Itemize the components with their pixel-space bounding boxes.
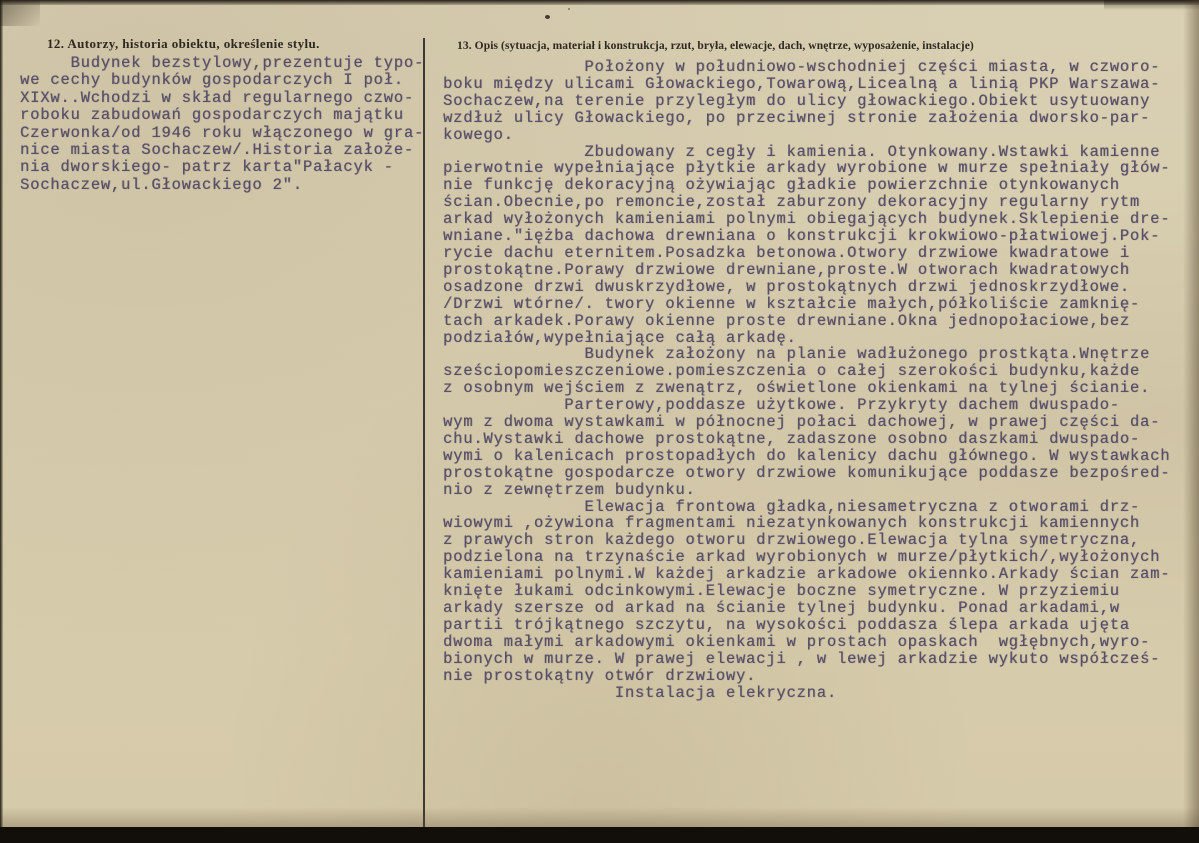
- scan-edge-right: [1183, 0, 1199, 843]
- text-line: z prawych stron każdego otworu drzwiowego.Elewacja tylna symetryczna,: [443, 531, 1141, 550]
- text-line: Położony w południowo-wschodniej części miasta, w czworo-: [443, 58, 1161, 76]
- scan-edge-bottom: [0, 827, 1199, 843]
- section-12-header: 12. Autorzy, historia obiektu, określenie stylu.: [47, 36, 320, 51]
- text-line: XIXw..Wchodzi w skład regularnego czwo-: [20, 88, 414, 107]
- text-line: sześciopomieszczeniowe.pomieszczenia o całej szerokości budynku,każde: [443, 362, 1141, 381]
- text-line: nio z zewnętrzem budynku.: [443, 480, 696, 499]
- text-line: osadzone drzwi dwuskrzydłowe, w prostokątnych drzwi jednoskrzydłowe.: [443, 277, 1130, 296]
- section-12-typewritten-text: [20, 55, 426, 194]
- text-line: kowego.: [443, 125, 514, 144]
- text-line: nice miasta Sochaczew/.Historia założe-: [20, 141, 414, 160]
- ink-speck: [568, 8, 570, 10]
- text-line: Parterowy,poddasze użytkowe. Przykryty dachem dwuspado-: [443, 396, 1120, 415]
- text-line: wzdłuż ulicy Głowackiego, po przeciwnej stronie założenia dworsko-par-: [443, 108, 1151, 127]
- scan-edge-top: [0, 0, 1199, 5]
- text-line: Zbudowany z cegły i kamienia. Otynkowany.Wstawki kamienne: [443, 142, 1161, 161]
- text-line: wymi o kalenicach prostopadłych do kalenicy dachu głównego. W wystawkach: [443, 446, 1171, 465]
- text-line: Budynek bezstylowy,prezentuje typo-: [20, 54, 425, 72]
- text-line: knięte łukami odcinkowymi.Elewacje boczne symetryczne. W przyziemiu: [443, 582, 1120, 601]
- text-line: dwoma małymi arkadowymi okienkami w prostach opaskach wgłębnych,wyro-: [443, 632, 1151, 651]
- text-line: arkad wyłożonych kamieniami polnymi obiegających budynek.Sklepienie dre-: [443, 210, 1171, 229]
- text-line: podzielona na trzynaście arkad wyrobionych w murze/płytkich/,wyłożonych: [443, 548, 1161, 567]
- text-line: Sochaczew,na terenie przyległym do ulicy głowackiego.Obiekt usytuowany: [443, 91, 1151, 110]
- text-line: nie prostokątny otwór drzwiowy.: [443, 666, 757, 685]
- text-line: bionych w murze. W prawej elewacji , w lewej arkadzie wykuto współcześ-: [443, 649, 1161, 668]
- ink-speck: [545, 15, 550, 19]
- text-line: tach arkadek.Porawy okienne proste drewniane.Okna jednopołaciowe,bez: [443, 311, 1130, 330]
- text-line: prostokątne gospodarcze otwory drzwiowe komunikujące poddasze bezpośred-: [443, 463, 1171, 482]
- text-line: prostokątne.Porawy drzwiowe drewniane,proste.W otworach kwadratowych: [443, 260, 1130, 279]
- text-line: arkady szersze od arkad na ścianie tylnej budynku. Ponad arkadami,w: [443, 599, 1120, 617]
- text-line: kamieniami polnymi.W każdej arkadzie arkadowe okiennko.Arkady ścian zam-: [443, 565, 1171, 584]
- scan-edge-left: [0, 0, 3, 843]
- text-line: Elewacja frontowa gładka,niesametryczna z otworami drz-: [443, 497, 1141, 516]
- text-line: chu.Wystawki dachowe prostokątne, zadaszone osobno daszkami dwuspado-: [443, 429, 1141, 448]
- text-line: wniane."iężba dachowa drewniana o konstrukcji krokwiowo-płatwiowej.Pok-: [443, 227, 1161, 246]
- text-line: wym z dwoma wystawkami w północnej połaci dachowej, w prawej części da-: [443, 413, 1161, 432]
- text-line: Sochaczew,ul.Głowackiego 2".: [20, 175, 303, 194]
- text-line: Instalacja elekryczna.: [443, 683, 837, 702]
- text-line: podziałów,wypełniające całą arkadę.: [443, 328, 797, 347]
- text-line: roboku zabudowań gospodarczych majątku: [20, 106, 404, 125]
- text-line: z osobnym wejściem z zwenątrz, oświetlone okienkami na tylnej ścianie.: [443, 379, 1151, 398]
- text-line: Czerwonka/od 1946 roku włączonego w gra-: [20, 123, 425, 142]
- text-line: we cechy budynków gospodarczych I poł.: [20, 71, 404, 90]
- text-line: ścian.Obecnie,po remoncie,został zaburzony dekoracyjny regularny rytm: [443, 193, 1141, 212]
- text-line: /Drzwi wtórne/. twory okienne w kształcie małych,półkoliście zamknię-: [443, 294, 1141, 313]
- section-13-header: 13. Opis (sytuacja, materiał i konstrukcja, rzut, bryła, elewacje, dach, wnętrze, wyposażenie, instalacje): [457, 40, 974, 52]
- text-line: nie funkcję dekoracyjną ożywiając gładkie powierzchnie otynkowanych: [443, 176, 1120, 195]
- text-line: nia dworskiego- patrz karta"Pałacyk -: [20, 158, 394, 177]
- section-13-typewritten-text: [443, 59, 1188, 701]
- text-line: wiowymi ,ożywiona fragmentami niezatynkowanych konstrukcji kamiennych: [443, 514, 1141, 533]
- text-line: partii trójkątnego szczytu, na wysokości poddasza ślepa arkada ujęta: [443, 615, 1130, 634]
- text-line: rycie dachu eternitem.Posadzka betonowa.Otwory drzwiowe kwadratowe i: [443, 243, 1130, 262]
- scan-shadow-bottom: [0, 807, 1199, 827]
- text-line: pierwotnie wypełniające płytkie arkady wyrobione w murze spełniały głów-: [443, 159, 1171, 178]
- text-line: boku między ulicami Głowackiego,Towarową,Licealną a linią PKP Warszawa-: [443, 74, 1161, 93]
- text-line: Budynek założony na planie wadłużonego prostkąta.Wnętrze: [443, 345, 1151, 364]
